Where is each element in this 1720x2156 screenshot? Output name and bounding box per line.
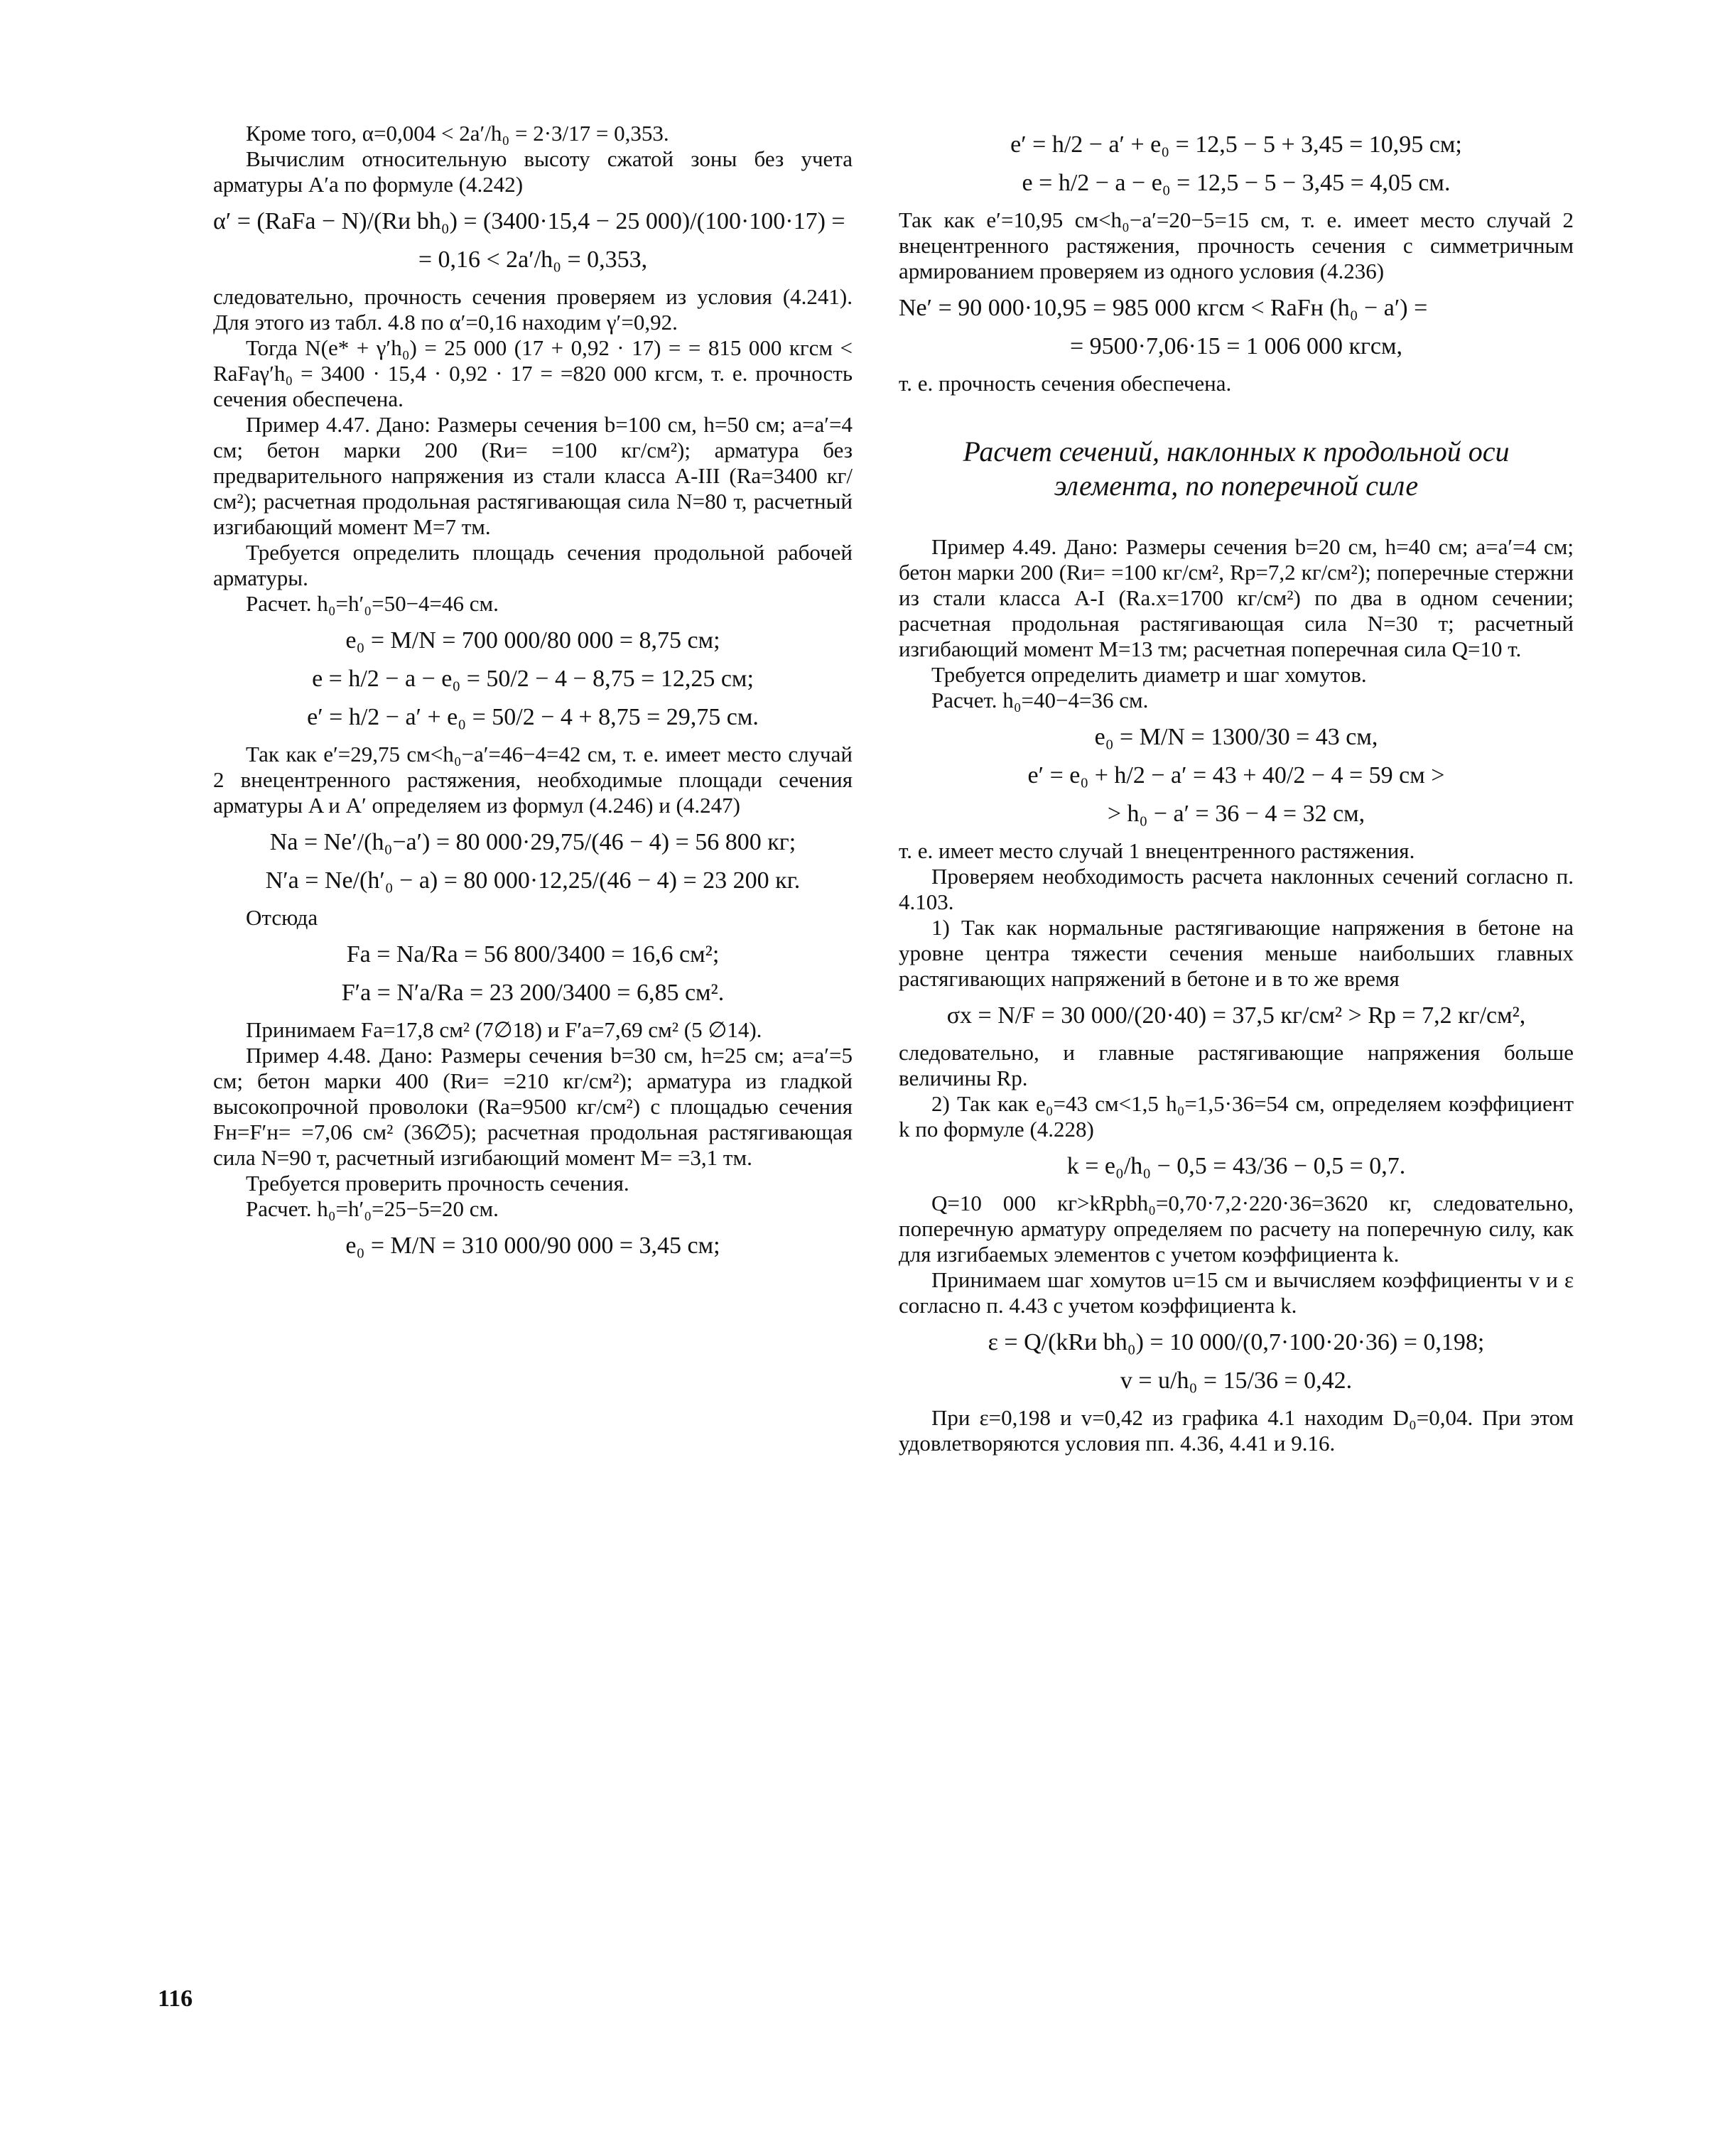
paragraph: При ε=0,198 и v=0,42 из графика 4.1 находим D₀=0,04. При этом удовлетворяются условия пп. 4.36, 4.41 и 9.16. [899, 1405, 1574, 1456]
page-number: 116 [158, 1986, 193, 2012]
paragraph: т. е. прочность сечения обеспечена. [899, 371, 1232, 396]
formula: e₀ = M/N = 700 000/80 000 = 8,75 см; [345, 627, 720, 654]
paragraph: Так как e′=10,95 см<h₀−a′=20−5=15 см, т. е. имеет место случай 2 внецентренного растяжения, прочность сечения с симметричным армированием проверяем из одного условия (4.236) [899, 207, 1574, 283]
paragraph: 2) Так как e₀=43 см<1,5 h₀=1,5·36=54 см, определяем коэффициент k по формуле (4.228) [899, 1091, 1574, 1142]
paragraph: Кроме того, α=0,004 < 2a′/h₀ = 2·3/17 = 0,353. [246, 121, 669, 146]
paragraph: Проверяем необходимость расчета наклонных сечений согласно п. 4.103. [899, 864, 1574, 914]
formula: Ne′ = 90 000·10,95 = 985 000 кгсм < RаFн (h₀ − a′) = [899, 295, 1428, 321]
paragraph: Пример 4.47. Дано: Размеры сечения b=100 см, h=50 см; a=a′=4 см; бетон марки 200 (Rи= =100 кг/см²); арматура без предварительного напряжения из стали класса A-III (Rа=3400 кг/см²); расчетная продольная растягивающая сила N=80 т, расчетный изгибающий момент M=7 тм. [213, 412, 853, 539]
paragraph: Так как e′=29,75 см<h₀−a′=46−4=42 см, т. е. имеет место случай 2 внецентренного растяжения, необходимые площади сечения арматуры A и A′ определяем из формул (4.246) и (4.247) [213, 742, 853, 818]
formula: Nа = Ne′/(h₀−a′) = 80 000·29,75/(46 − 4) = 56 800 кг; [269, 829, 796, 855]
formula: e′ = e₀ + h/2 − a′ = 43 + 40/2 − 4 = 59 см > [1027, 762, 1445, 789]
paragraph: т. е. имеет место случай 1 внецентренного растяжения. [899, 838, 1415, 863]
left-column [213, 121, 853, 1270]
formula: N′а = Ne/(h′₀ − a) = 80 000·12,25/(46 − 4) = 23 200 кг. [265, 867, 801, 894]
paragraph: следовательно, и главные растягивающие напряжения больше величины Rр. [899, 1040, 1574, 1090]
paragraph: следовательно, прочность сечения проверяем из условия (4.241). Для этого из табл. 4.8 по α′=0,16 находим γ′=0,92. [213, 284, 853, 335]
paragraph: Вычислим относительную высоту сжатой зоны без учета арматуры A′а по формуле (4.242) [213, 146, 853, 197]
formula: e₀ = M/N = 310 000/90 000 = 3,45 см; [345, 1233, 720, 1259]
formula: e₀ = M/N = 1300/30 = 43 см, [1094, 724, 1378, 750]
formula: ε = Q/(kRи bh₀) = 10 000/(0,7·100·20·36) = 0,198; [988, 1329, 1485, 1355]
paragraph: Отсюда [246, 905, 318, 930]
paragraph: Тогда N(e* + γ′h₀) = 25 000 (17 + 0,92 · 17) = = 815 000 кгсм < RаFаγ′h₀ = 3400 · 15,4 · 0,92 · 17 = =820 000 кгсм, т. е. прочность сечения обеспечена. [213, 335, 853, 411]
formula: > h₀ − a′ = 36 − 4 = 32 см, [1107, 801, 1365, 827]
paragraph: Пример 4.49. Дано: Размеры сечения b=20 см, h=40 см; a=a′=4 см; бетон марки 200 (Rи= =100 кг/см², Rр=7,2 кг/см²); поперечные стержни из стали класса A-I (Rа.х=1700 кг/см²) по два в одном сечении; расчетная продольная растягивающая сила N=30 т; расчетный изгибающий момент M=13 тм; расчетная поперечная сила Q=10 т. [899, 534, 1574, 661]
formula: e = h/2 − a − e₀ = 50/2 − 4 − 8,75 = 12,25 см; [312, 666, 754, 692]
paragraph: Принимаем шаг хомутов u=15 см и вычисляем коэффициенты v и ε согласно п. 4.43 с учетом коэффициента k. [899, 1267, 1574, 1318]
formula: = 9500·7,06·15 = 1 006 000 кгсм, [1069, 333, 1403, 359]
formula: e′ = h/2 − a′ + e₀ = 12,5 − 5 + 3,45 = 10,95 см; [1010, 131, 1462, 158]
paragraph: Расчет. h₀=40−4=36 см. [931, 688, 1149, 713]
paragraph: Расчет. h₀=h′₀=25−5=20 см. [246, 1196, 499, 1221]
paragraph: Принимаем Fа=17,8 см² (7∅18) и F′а=7,69 см² (5 ∅14). [246, 1017, 762, 1042]
paragraph: Расчет. h₀=h′₀=50−4=46 см. [246, 591, 499, 616]
formula: k = e₀/h₀ − 0,5 = 43/36 − 0,5 = 0,7. [1066, 1153, 1406, 1179]
formula: v = u/h₀ = 15/36 = 0,42. [1120, 1367, 1353, 1394]
formula: e′ = h/2 − a′ + e₀ = 50/2 − 4 + 8,75 = 29,75 см. [307, 704, 759, 730]
formula: Fа = Nа/Rа = 56 800/3400 = 16,6 см²; [346, 941, 720, 968]
formula: = 0,16 < 2a′/h₀ = 0,353, [418, 247, 648, 273]
paragraph: Пример 4.48. Дано: Размеры сечения b=30 см, h=25 см; a=a′=5 см; бетон марки 400 (Rи= =210 кг/см²); арматура из гладкой высокопрочной проволоки (Rа=9500 кг/см²) с площадью сечения Fн=F′н= =7,06 см² (36∅5); расчетная продольная растягивающая сила N=90 т, расчетный изгибающий момент M= =3,1 тм. [213, 1043, 853, 1170]
paragraph: 1) Так как нормальные растягивающие напряжения в бетоне на уровне центра тяжести сечения меньше наибольших главных растягивающих напряжений в бетоне и в то же время [899, 915, 1574, 991]
right-column [899, 121, 1574, 1456]
formula: σx = N/F = 30 000/(20·40) = 37,5 кг/см² > Rр = 7,2 кг/см², [946, 1002, 1526, 1029]
paragraph: Q=10 000 кг>kRрbh₀=0,70·7,2·220·36=3620 кг, следовательно, поперечную арматуру определяем по расчету на поперечную силу, как для изгибаемых элементов с учетом коэффициента k. [899, 1191, 1574, 1267]
paragraph: Требуется проверить прочность сечения. [246, 1171, 629, 1196]
formula: e = h/2 − a − e₀ = 12,5 − 5 − 3,45 = 4,05 см. [1022, 170, 1451, 196]
formula: F′а = N′а/Rа = 23 200/3400 = 6,85 см². [341, 980, 725, 1006]
section-heading: Расчет сечений, наклонных к продольной оси элемента, по поперечной силе [963, 435, 1510, 502]
paragraph: Требуется определить диаметр и шаг хомутов. [931, 662, 1367, 687]
formula: α′ = (RаFа − N)/(Rи bh₀) = (3400·15,4 − 25 000)/(100·100·17) = [213, 208, 845, 234]
paragraph: Требуется определить площадь сечения продольной рабочей арматуры. [213, 540, 853, 590]
